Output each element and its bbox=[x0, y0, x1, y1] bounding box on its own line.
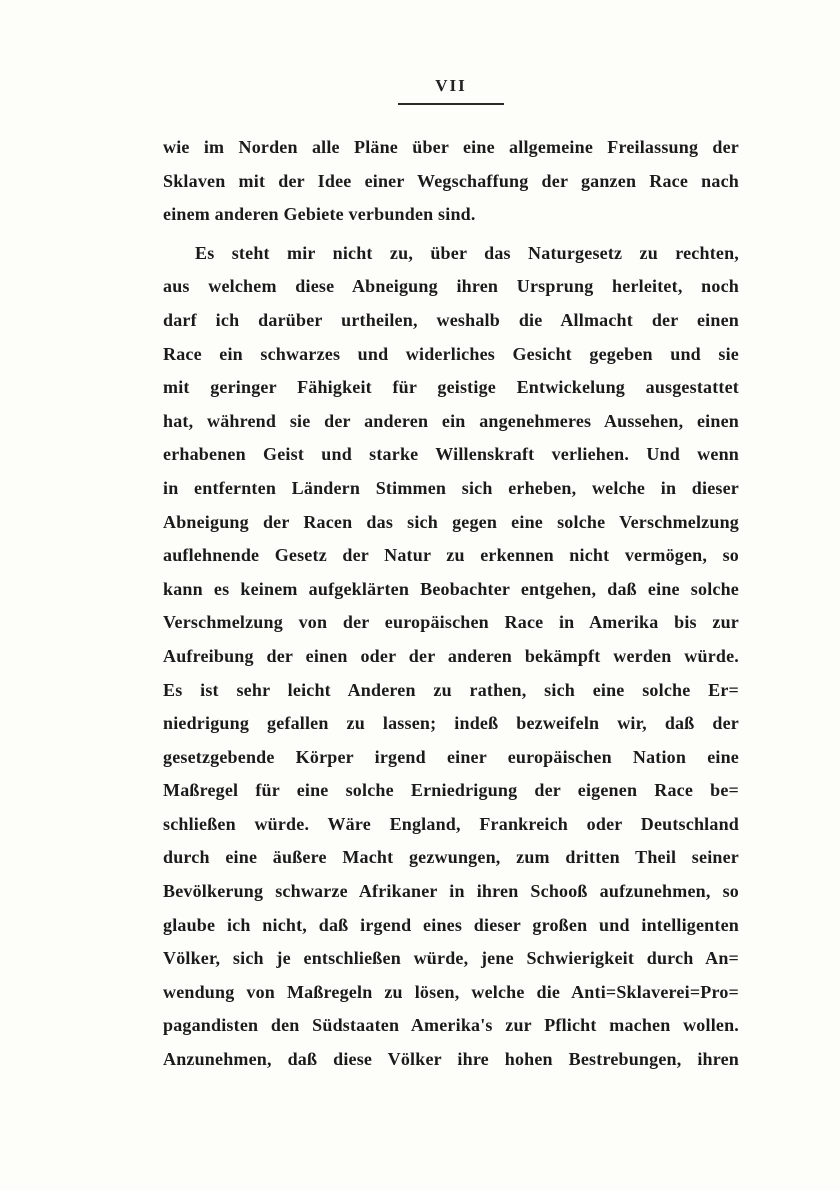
text-line: darf ich darüber urtheilen, weshalb die Allmacht der einen bbox=[163, 309, 739, 330]
text-line: in entfernten Ländern Stimmen sich erheben, welche in dieser bbox=[163, 477, 739, 498]
text-line: Sklaven mit der Idee einer Wegschaffung der ganzen Race nach bbox=[163, 170, 739, 191]
text-line: niedrigung gefallen zu lassen; indeß bezweifeln wir, daß der bbox=[163, 713, 739, 734]
page-header bbox=[398, 76, 504, 105]
text-line: einem anderen Gebiete verbunden sind. bbox=[163, 204, 476, 225]
paragraph bbox=[163, 237, 739, 1077]
text-line: erhabenen Geist und starke Willenskraft verliehen. Und wenn bbox=[163, 444, 739, 465]
text-line: schließen würde. Wäre England, Frankreich oder Deutschland bbox=[163, 813, 739, 834]
text-line: Race ein schwarzes und widerliches Gesicht gegeben und sie bbox=[163, 343, 739, 364]
text-line: auflehnende Gesetz der Natur zu erkennen nicht vermögen, so bbox=[163, 545, 739, 566]
text-line: glaube ich nicht, daß irgend eines dieser großen und intelligenten bbox=[163, 914, 739, 935]
text-line: Abneigung der Racen das sich gegen eine solche Verschmelzung bbox=[163, 511, 739, 532]
text-line: Anzunehmen, daß diese Völker ihre hohen Bestrebungen, ihren bbox=[163, 1049, 739, 1070]
text-line: hat, während sie der anderen ein angenehmeres Aussehen, einen bbox=[163, 410, 739, 431]
text-line: durch eine äußere Macht gezwungen, zum dritten Theil seiner bbox=[163, 847, 739, 868]
text-line: Aufreibung der einen oder der anderen bekämpft werden würde. bbox=[163, 645, 739, 666]
text-line: pagandisten den Südstaaten Amerika's zur Pflicht machen wollen. bbox=[163, 1015, 739, 1036]
text-block bbox=[163, 76, 739, 1077]
text-line: Völker, sich je entschließen würde, jene Schwierigkeit durch An= bbox=[163, 948, 739, 969]
text-line: gesetzgebende Körper irgend einer europäischen Nation eine bbox=[163, 746, 739, 767]
page-body bbox=[163, 131, 739, 1077]
text-line: aus welchem diese Abneigung ihren Ursprung herleitet, noch bbox=[163, 276, 739, 297]
text-line: wendung von Maßregeln zu lösen, welche die Anti=Sklaverei=Pro= bbox=[163, 981, 739, 1002]
text-line: Maßregel für eine solche Erniedrigung der eigenen Race be= bbox=[163, 780, 739, 801]
paragraph bbox=[163, 131, 739, 232]
text-line: Verschmelzung von der europäischen Race in Amerika bis zur bbox=[163, 612, 739, 633]
page-number: VII bbox=[435, 76, 467, 95]
text-line: wie im Norden alle Pläne über eine allgemeine Freilassung der bbox=[163, 137, 739, 157]
text-line: Bevölkerung schwarze Afrikaner in ihren Schooß aufzunehmen, so bbox=[163, 881, 739, 902]
text-line: Es steht mir nicht zu, über das Naturgesetz zu rechten, bbox=[195, 242, 739, 263]
text-line: Es ist sehr leicht Anderen zu rathen, sich eine solche Er= bbox=[163, 679, 739, 700]
text-line: mit geringer Fähigkeit für geistige Entwickelung ausgestattet bbox=[163, 377, 739, 398]
text-line: kann es keinem aufgeklärten Beobachter entgehen, daß eine solche bbox=[163, 578, 739, 599]
